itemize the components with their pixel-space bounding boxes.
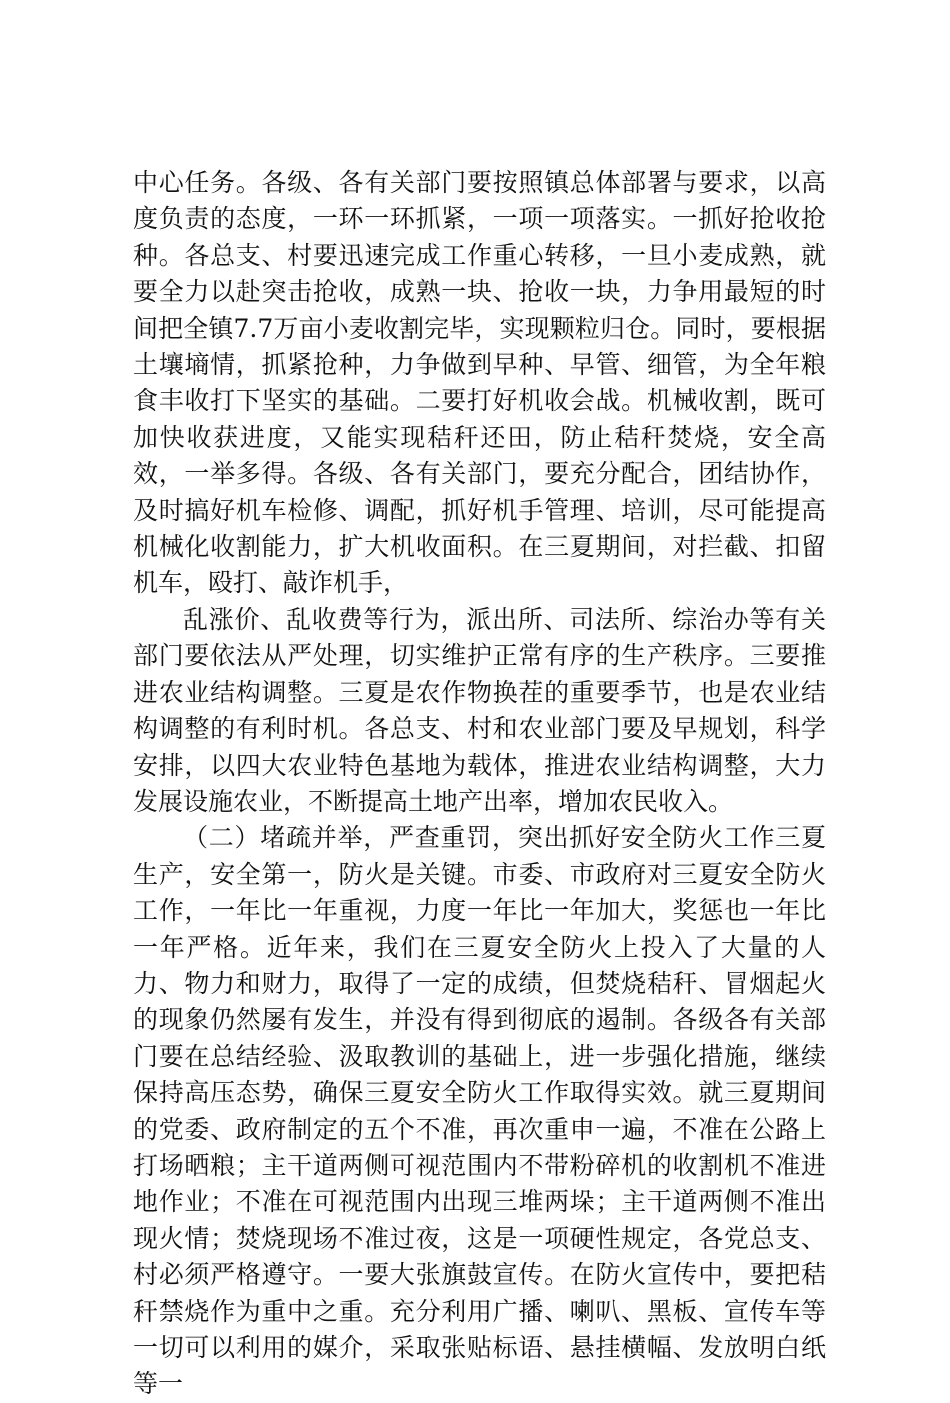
document-body xyxy=(133,165,826,1403)
paragraph-1: 中心任务。各级、各有关部门要按照镇总体部署与要求，以高度负责的态度，一环一环抓紧，一项一项落实。一抓好抢收抢种。各总支、村要迅速完成工作重心转移，一旦小麦成熟，就要全力以赴突击抢收，成熟一块、抢收一块，力争用最短的时间把全镇7.7万亩小麦收割完毕，实现颗粒归仓。同时，要根据土壤墒情，抓紧抢种，力争做到早种、早管、细管，为全年粮食丰收打下坚实的基础。二要打好机收会战。机械收割，既可加快收获进度，又能实现秸秆还田，防止秸秆焚烧，安全高效，一举多得。各级、各有关部门，要充分配合，团结协作，及时搞好机车检修、调配，抓好机手管理、培训，尽可能提高机械化收割能力，扩大机收面积。在三夏期间，对拦截、扣留机车，殴打、敲诈机手， xyxy=(133,168,826,598)
paragraph-2: 乱涨价、乱收费等行为，派出所、司法所、综治办等有关部门要依法从严处理，切实维护正常有序的生产秩序。三要推进农业结构调整。三夏是农作物换茬的重要季节，也是农业结构调整的有利时机。各总支、村和农业部门要及早规划，科学安排，以四大农业特色基地为载体，推进农业结构调整，大力发展设施农业，不断提高土地产出率，增加农民收入。 xyxy=(133,604,826,816)
paragraph-3: （二）堵疏并举，严查重罚，突出抓好安全防火工作三夏生产，安全第一，防火是关键。市委、市政府对三夏安全防火工作，一年比一年重视，力度一年比一年加大，奖惩也一年比一年严格。近年来，我们在三夏安全防火上投入了大量的人力、物力和财力，取得了一定的成绩，但焚烧秸秆、冒烟起火的现象仍然屡有发生，并没有得到彻底的遏制。各级各有关部门要在总结经验、汲取教训的基础上，进一步强化措施，继续保持高压态势，确保三夏安全防火工作取得实效。就三夏期间的党委、政府制定的五个不准，再次重申一遍，不准在公路上打场晒粮；主干道两侧可视范围内不带粉碎机的收割机不准进地作业；不准在可视范围内出现三堆两垛；主干道两侧不准出现火情；焚烧现场不准过夜，这是一项硬性规定，各党总支、村必须严格遵守。一要大张旗鼓宣传。在防火宣传中，要把秸秆禁烧作为重中之重。充分利用广播、喇叭、黑板、宣传车等一切可以利用的媒介，采取张贴标语、悬挂横幅、发放明白纸等一 xyxy=(133,823,826,1399)
